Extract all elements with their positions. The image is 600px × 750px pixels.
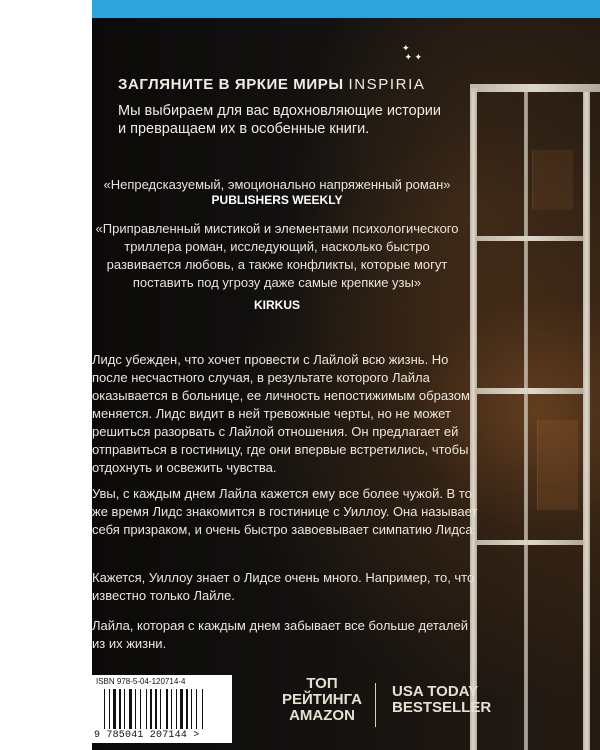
barcode-stripe	[119, 689, 121, 729]
barcode-stripe	[155, 689, 157, 729]
badge-line: РЕЙТИНГА	[282, 691, 362, 708]
brand-name: INSPIRIA	[348, 76, 426, 93]
barcode-stripe	[124, 689, 125, 729]
barcode	[92, 675, 232, 743]
barcode-stripe	[150, 689, 152, 729]
barcode-stripe	[113, 689, 116, 729]
barcode-stripe	[146, 689, 147, 729]
review-quote: «Приправленный мистикой и элементами психологического триллера роман, исследующий, насколько быстро развивается любовь, а также конфликты, которые могут поставить под угрозу даже самые крепкие узы»	[95, 221, 459, 290]
isbn-label: ISBN 978-5-04-120714-4	[96, 677, 186, 686]
badge-divider	[375, 683, 376, 727]
top-color-bar	[92, 0, 600, 18]
badge-line: ТОП	[306, 675, 338, 692]
barcode-stripe	[202, 689, 203, 729]
barcode-stripe	[166, 689, 168, 729]
badge-line: USA TODAY	[392, 683, 479, 700]
barcode-stripe	[191, 689, 192, 729]
review-quote: «Непредсказуемый, эмоционально напряженный роман»	[103, 177, 451, 192]
barcode-stripe	[104, 689, 105, 729]
barcode-bars	[104, 689, 222, 729]
badge-line: AMAZON	[289, 707, 355, 724]
barcode-stripe	[171, 689, 172, 729]
barcode-digits: 9 785041 207144 >	[94, 730, 200, 741]
badge-line: BESTSELLER	[392, 699, 492, 716]
tagline: Мы выбираем для вас вдохновляющие истории и превращаем их в особенные книги.	[118, 103, 441, 137]
heading-main: ЗАГЛЯНИТЕ В ЯРКИЕ МИРЫ	[118, 76, 344, 93]
barcode-stripe	[180, 689, 183, 729]
barcode-stripe	[186, 689, 188, 729]
barcode-stripe	[109, 689, 110, 729]
review-source: KIRKUS	[253, 298, 300, 312]
review-source: PUBLISHERS WEEKLY	[211, 193, 343, 207]
barcode-stripe	[135, 689, 136, 729]
sparkle-icon: ✦ ✦ ✦	[402, 43, 423, 62]
barcode-stripe	[196, 689, 197, 729]
barcode-stripe	[160, 689, 161, 729]
back-cover	[92, 0, 600, 750]
annotation-paragraph: Кажется, Уиллоу знает о Лидсе очень много. Например, то, что известно только Лайле.	[92, 570, 475, 603]
bestseller-badge	[392, 684, 491, 716]
annotation-paragraph: Увы, с каждым днем Лайла кажется ему все более чужой. В то же время Лидс знакомится в гостинице с Уиллоу. Она называет себя призраком, и очень быстро завоевывает симпатию Лидса.	[92, 486, 478, 537]
amazon-rating-badge	[272, 676, 372, 724]
annotation-paragraph: Лидс убежден, что хочет провести с Лайлой всю жизнь. Но после несчастного случая, в результате которого Лайла оказывается в больнице, ее личность непостижимым образом меняется. Лидс видит в ней тревожные черты, но не может решиться разорвать с Лайлой отношения. Он предлагает ей отправиться в гостиницу, где они впервые встретились, чтобы отдохнуть и освежить чувства.	[92, 352, 470, 475]
barcode-stripe	[176, 689, 177, 729]
barcode-stripe	[140, 689, 141, 729]
barcode-stripe	[129, 689, 132, 729]
brand-heading	[118, 76, 425, 93]
annotation-paragraph: Лайла, которая с каждым днем забывает все больше деталей из их жизни.	[92, 618, 468, 651]
